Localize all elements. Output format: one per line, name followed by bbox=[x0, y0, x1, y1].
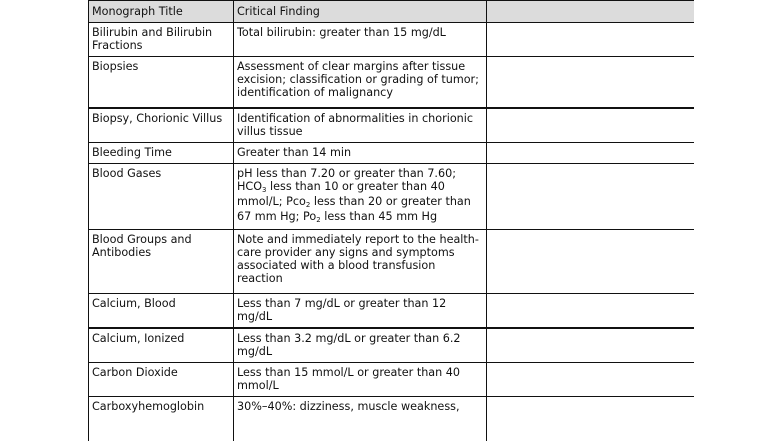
notes-cell bbox=[487, 328, 695, 363]
critical-finding-cell: Less than 7 mg/dL or greater than 12 mg/dL bbox=[234, 294, 487, 329]
critical-finding-cell: Assessment of clear margins after tissue excision; classification or grading of tumor; identification of malignancy bbox=[234, 57, 487, 109]
header-notes bbox=[487, 1, 695, 23]
critical-finding-cell: Less than 3.2 mg/dL or greater than 6.2 mg/dL bbox=[234, 328, 487, 363]
monograph-title-cell: Bleeding Time bbox=[89, 143, 234, 164]
critical-finding-cell: Note and immediately report to the health-care provider any signs and symptoms associated with a blood transfusion reaction bbox=[234, 230, 487, 294]
header-monograph-title: Monograph Title bbox=[89, 1, 234, 23]
finding-text: less than 45 mm Hg bbox=[320, 210, 438, 223]
monograph-title-cell: Bilirubin and Bilirubin Fractions bbox=[89, 23, 234, 57]
critical-finding-cell: Greater than 14 min bbox=[234, 143, 487, 164]
monograph-title-cell: Carbon Dioxide bbox=[89, 363, 234, 397]
table-row bbox=[89, 164, 695, 230]
notes-cell bbox=[487, 108, 695, 143]
table-row bbox=[89, 23, 695, 57]
critical-finding-cell bbox=[234, 164, 487, 230]
monograph-title-cell: Blood Gases bbox=[89, 164, 234, 230]
monograph-title-cell: Calcium, Blood bbox=[89, 294, 234, 329]
critical-finding-cell: Less than 15 mmol/L or greater than 40 mmol/L bbox=[234, 363, 487, 397]
table-row bbox=[89, 328, 695, 363]
critical-finding-cell: Total bilirubin: greater than 15 mg/dL bbox=[234, 23, 487, 57]
notes-cell bbox=[487, 363, 695, 397]
critical-findings-table bbox=[88, 0, 694, 441]
monograph-title-cell: Biopsy, Chorionic Villus bbox=[89, 108, 234, 143]
table-row bbox=[89, 230, 695, 294]
monograph-title-cell: Blood Groups and Antibodies bbox=[89, 230, 234, 294]
notes-cell bbox=[487, 57, 695, 109]
notes-cell bbox=[487, 23, 695, 57]
table-row bbox=[89, 143, 695, 164]
monograph-title-cell: Biopsies bbox=[89, 57, 234, 109]
document-page bbox=[88, 0, 694, 441]
table-row bbox=[89, 57, 695, 109]
critical-finding-cell: Identification of abnormalities in chorionic villus tissue bbox=[234, 108, 487, 143]
finding-text: less than 20 or greater than 67 mm Hg; Po bbox=[237, 195, 471, 223]
subscript: 3 bbox=[262, 186, 267, 194]
notes-cell bbox=[487, 164, 695, 230]
finding-text: less than 10 or greater than 40 mmol/L; Pco bbox=[237, 180, 445, 208]
notes-cell bbox=[487, 397, 695, 441]
notes-cell bbox=[487, 143, 695, 164]
monograph-title-cell: Carboxyhemoglobin bbox=[89, 397, 234, 441]
finding-text: pH less than 7.20 or greater than 7.60; HCO bbox=[237, 167, 456, 193]
monograph-title-cell: Calcium, Ionized bbox=[89, 328, 234, 363]
table-row bbox=[89, 397, 695, 441]
subscript: 2 bbox=[316, 216, 321, 224]
header-critical-finding: Critical Finding bbox=[234, 1, 487, 23]
notes-cell bbox=[487, 230, 695, 294]
critical-finding-cell: 30%–40%: dizziness, muscle weakness, bbox=[234, 397, 487, 441]
notes-cell bbox=[487, 294, 695, 329]
table-header-row bbox=[89, 1, 695, 23]
subscript: 2 bbox=[305, 201, 311, 209]
table-row bbox=[89, 294, 695, 329]
table-row bbox=[89, 363, 695, 397]
table-row bbox=[89, 108, 695, 143]
